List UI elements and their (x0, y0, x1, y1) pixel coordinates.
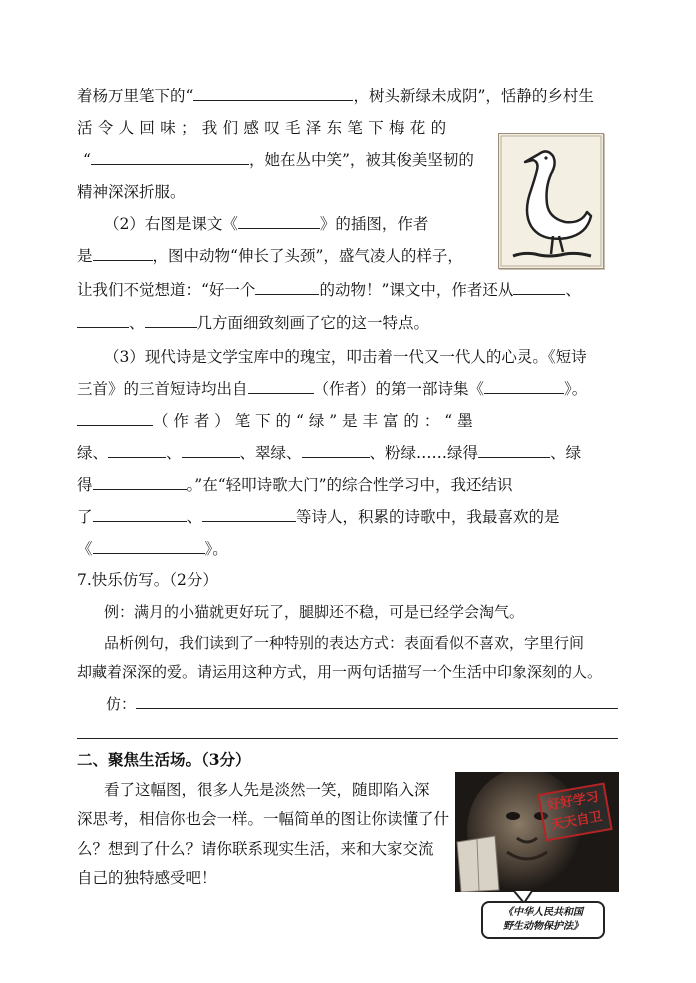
stamp-line-1: 好好学习 (546, 789, 601, 814)
q6-text: 精神深深折服。 (77, 183, 186, 201)
q6-part2-line-2 (77, 243, 463, 269)
q6-text: 让我们不觉想道：“好一个 (77, 281, 256, 299)
q6-text: （2）右图是课文《 (104, 215, 238, 233)
section2-title: 二、聚焦生活场。（3分） (77, 750, 251, 769)
q6-text: 》。 (564, 380, 588, 398)
q6-text: 绿、 (77, 444, 109, 462)
q6-text: （作者）的第一部诗集《 (313, 380, 485, 398)
blank-field[interactable] (93, 504, 187, 522)
q6-line-3 (83, 147, 474, 173)
blank-field[interactable] (145, 310, 197, 328)
q6-text: （3）现代诗是文学宝库中的瑰宝，叩击着一代又一代人的心灵。《短诗 (104, 348, 587, 366)
q6-part3-line-5 (77, 472, 513, 498)
q6-text: ，图中动物“伸长了头颈”，盛气凌人的样子， (152, 247, 463, 265)
book-caption (481, 901, 605, 939)
blank-field[interactable] (513, 277, 565, 295)
blank-field[interactable] (202, 504, 296, 522)
blank-field[interactable] (238, 211, 320, 229)
answer-line[interactable] (136, 708, 618, 709)
blank-field[interactable] (93, 472, 187, 490)
q6-text: 等诗人，积累的诗歌中，我最喜欢的是 (296, 508, 560, 526)
blank-field[interactable] (91, 147, 249, 165)
section2-line-1: 看了这幅图，很多人先是淡然一笑，随即陷入深 (104, 781, 430, 799)
q6-line-1 (77, 83, 594, 109)
q6-text: 的动物！”课文中，作者还从 (319, 281, 514, 299)
q6-part3-line-7 (77, 536, 228, 562)
q6-text: 、 (186, 508, 203, 526)
q6-text: 、 (565, 281, 581, 299)
q6-text: 、粉绿……绿得 (369, 444, 479, 462)
q7-analysis-2: 却藏着深深的爱。请运用这种方式，用一两句话描写一个生活中印象深刻的人。 (77, 663, 603, 681)
goose-icon (499, 134, 603, 268)
q6-text: 得 (77, 476, 93, 494)
q6-text: 》的插图，作者 (319, 215, 429, 233)
q6-text: 是 (77, 247, 93, 265)
book-caption-line-1: 《中华人民共和国 (503, 907, 583, 918)
q6-part3-line-4 (77, 440, 581, 466)
q6-part3-line-1 (104, 344, 587, 370)
stamp-line-2: 天天自卫 (549, 809, 604, 834)
q7-title: 7.快乐仿写。（2分） (77, 571, 218, 589)
q6-text: ，树头新绿未成阴”，恬静的乡村生 (353, 87, 594, 105)
q6-part2-line-4 (77, 310, 429, 336)
blank-field[interactable] (93, 243, 153, 261)
q6-text: ，她在丛中笑”，被其俊美坚韧的 (248, 151, 474, 169)
book-caption-line-2: 野生动物保护法》 (503, 921, 583, 932)
q6-text: 几方面细致刻画了它的这一特点。 (196, 314, 430, 332)
q6-text: 活令人回味；我们感叹毛泽东笔下梅花的 (77, 119, 452, 137)
blank-field[interactable] (182, 440, 240, 458)
q6-part2-line-1 (104, 211, 428, 237)
blank-field[interactable] (77, 408, 153, 426)
q6-text: 、翠绿、 (239, 444, 302, 462)
q6-text: 》。 (204, 540, 228, 558)
q6-text: 了 (77, 508, 93, 526)
gorilla-photo (455, 772, 619, 892)
blank-field[interactable] (248, 376, 314, 394)
q6-line-4 (77, 179, 186, 205)
q6-text: 、 (166, 444, 182, 462)
q6-text: 三首》的三首短诗均出自 (77, 380, 248, 398)
answer-line[interactable] (77, 738, 618, 739)
q6-part3-line-2 (77, 376, 587, 402)
q6-text: 、绿 (550, 444, 582, 462)
section2-line-3: 么？想到了什么？请你联系现实生活，来和大家交流 (77, 840, 434, 858)
section2-line-2: 深思考，相信你也会一样。一幅简单的图让你读懂了什 (77, 810, 450, 828)
q7-imitate-label: 仿： (106, 695, 137, 713)
blank-field[interactable] (77, 310, 129, 328)
section2-line-4: 自己的独特感受吧！ (77, 869, 217, 887)
blank-field[interactable] (108, 440, 166, 458)
q6-text: 、 (129, 314, 145, 332)
q6-text: “ (83, 151, 91, 169)
blank-field[interactable] (302, 440, 370, 458)
q7-example: 例：满月的小猫就更好玩了，腿脚还不稳，可是已经学会淘气。 (104, 603, 525, 621)
q6-text: 。”在“轻叩诗歌大门”的综合性学习中，我还结识 (186, 476, 513, 494)
blank-field[interactable] (478, 440, 550, 458)
blank-field[interactable] (193, 83, 353, 101)
q6-part3-line-6 (77, 504, 560, 530)
q6-text: 《 (77, 540, 93, 558)
q6-line-2 (77, 115, 451, 141)
q6-part3-line-3 (77, 408, 473, 434)
blank-field[interactable] (484, 376, 564, 394)
goose-illustration (498, 133, 604, 269)
q6-part2-line-3 (77, 277, 581, 303)
q7-analysis-1: 品析例句，我们读到了一种特别的表达方式：表面看似不喜欢，字里行间 (104, 634, 585, 652)
q6-text: 着杨万里笔下的“ (77, 87, 194, 105)
blank-field[interactable] (255, 277, 319, 295)
blank-field[interactable] (93, 536, 205, 554)
q6-text: （ 作 者 ） 笔 下 的 “ 绿 ” 是 丰 富 的 ： “ 墨 (153, 412, 473, 430)
